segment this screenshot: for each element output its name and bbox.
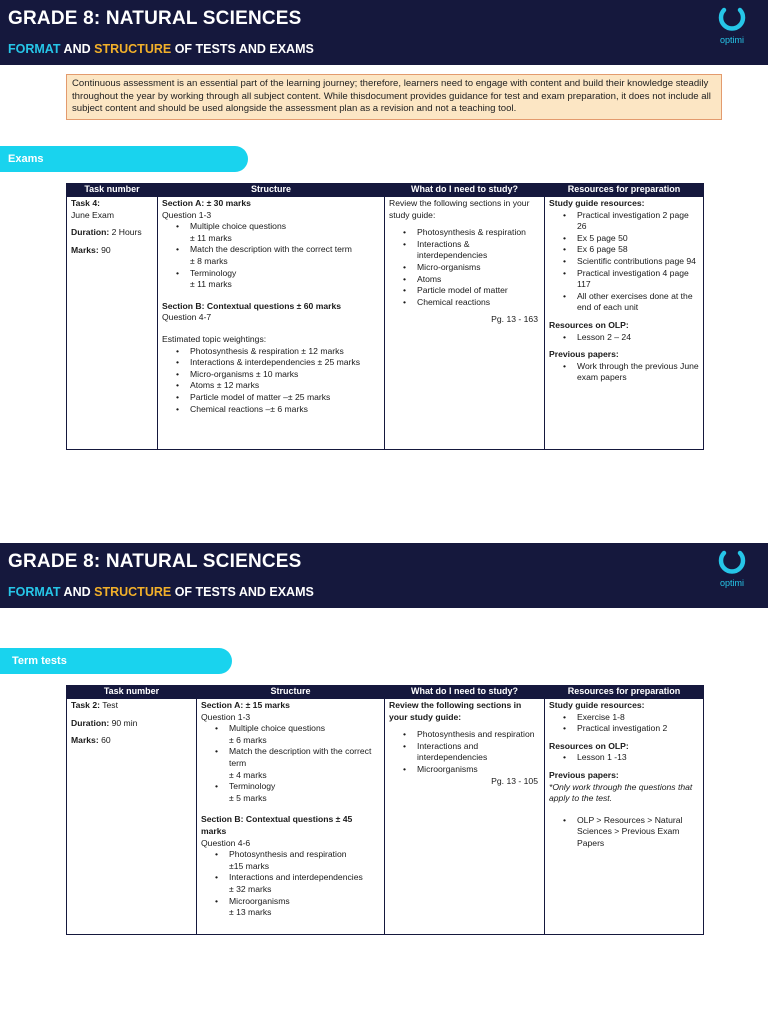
page-title: GRADE 8: NATURAL SCIENCES bbox=[8, 8, 302, 29]
study-cell: Review the following sections in your study guide: • Photosynthesis & respiration • Interactions & interdependencies • Micro-organisms • Atoms • Particle model of matter • Chemical reactions Pg. 13 - 163 bbox=[385, 197, 545, 450]
list-item: • Terminology bbox=[190, 268, 380, 280]
col-header: Structure bbox=[158, 184, 385, 197]
col-header: Task number bbox=[67, 184, 158, 197]
list-item: • Interactions and interdependencies bbox=[417, 741, 540, 764]
list-item: • Chemical reactions bbox=[417, 297, 540, 309]
list-item: • Microorganisms bbox=[229, 896, 380, 908]
list-item: • Lesson 1 -13 bbox=[577, 752, 699, 764]
page-title: GRADE 8: NATURAL SCIENCES bbox=[8, 551, 302, 572]
page-reference: Pg. 13 - 163 bbox=[491, 314, 538, 325]
list-item: • Interactions & interdependencies bbox=[417, 239, 540, 262]
list-item: • Atoms ± 12 marks bbox=[190, 380, 380, 392]
list-item: • Micro-organisms bbox=[417, 262, 540, 274]
list-item: • Scientific contributions page 94 bbox=[577, 256, 699, 268]
term-tests-table bbox=[66, 685, 704, 935]
optimi-logo: optimi bbox=[712, 6, 752, 46]
list-item: • Microorganisms bbox=[417, 764, 540, 776]
list-item: • Terminology bbox=[229, 781, 380, 793]
list-item: • Chemical reactions –± 6 marks bbox=[190, 404, 380, 416]
list-item: • Photosynthesis & respiration ± 12 marks bbox=[190, 346, 380, 358]
list-item: • Photosynthesis and respiration bbox=[229, 849, 380, 861]
task-cell: Task 4: June Exam Duration: 2 Hours Marks: 90 bbox=[67, 197, 158, 450]
assessment-notice: Continuous assessment is an essential part of the learning journey; therefore, learners need to engage with content and build their knowledge steadily throughout the year by working through all subject content. While thisdocument provides guidance for test and exam preparation, it does not include all subject content and should be used alongside the assessment plan as a revision and not a teaching tool. bbox=[66, 74, 722, 120]
optimi-logo-icon bbox=[717, 549, 747, 577]
list-item: • Exercise 1-8 bbox=[577, 712, 699, 724]
header-banner-2 bbox=[0, 543, 768, 608]
list-item: • OLP > Resources > Natural Sciences > Previous Exam Papers bbox=[577, 815, 699, 850]
list-item: • Work through the previous June exam papers bbox=[577, 361, 699, 384]
col-header: What do I need to study? bbox=[385, 686, 545, 699]
list-item: • Particle model of matter bbox=[417, 285, 540, 297]
page-subtitle: FORMAT AND STRUCTURE OF TESTS AND EXAMS bbox=[8, 42, 314, 56]
list-item: • Interactions & interdependencies ± 25 marks bbox=[190, 357, 380, 369]
section-pill-term-tests: Term tests bbox=[0, 648, 232, 674]
list-item: • Practical investigation 2 page 26 bbox=[577, 210, 699, 233]
structure-cell: Section A: ± 30 marks Question 1-3 • Multiple choice questions ± 11 marks • Match the description with the correct term ± 8 marks • Terminology ± 11 marks Section B: Contextual questions ± 60 marks Question 4-7 Estimated topic weightings: • Photosynthesis & respiration ± 12 marks • Interactions & interdependencies ± 25 marks • Micro-organisms ± 10 marks • Atoms ± 12 marks • Particle model of matter –± 25 marks • Chemical reactions –± 6 marks bbox=[158, 197, 385, 450]
list-item: • Practical investigation 4 page 117 bbox=[577, 268, 699, 291]
header-banner-1 bbox=[0, 0, 768, 65]
list-item: • Multiple choice questions bbox=[229, 723, 380, 735]
col-header: Resources for preparation bbox=[545, 184, 704, 197]
optimi-logo: optimi bbox=[712, 549, 752, 589]
list-item: • Atoms bbox=[417, 274, 540, 286]
col-header: Resources for preparation bbox=[545, 686, 704, 699]
list-item: • Lesson 2 – 24 bbox=[577, 332, 699, 344]
optimi-logo-icon bbox=[717, 6, 747, 34]
list-item: • Micro-organisms ± 10 marks bbox=[190, 369, 380, 381]
col-header: What do I need to study? bbox=[385, 184, 545, 197]
page-reference: Pg. 13 - 105 bbox=[491, 775, 538, 786]
study-cell: Review the following sections in your study guide: • Photosynthesis and respiration • Interactions and interdependencies • Microorganisms Pg. 13 - 105 bbox=[385, 699, 545, 935]
list-item: • Photosynthesis and respiration bbox=[417, 729, 540, 741]
task-cell: Task 2: Test Duration: 90 min Marks: 60 bbox=[67, 699, 197, 935]
col-header: Task number bbox=[67, 686, 197, 699]
list-item: • Interactions and interdependencies bbox=[229, 872, 380, 884]
resources-cell: Study guide resources: • Practical investigation 2 page 26 • Ex 5 page 50 • Ex 6 page 58 • Scientific contributions page 94 • Practical investigation 4 page 117 • All other exercises done at the end of each unit Resources on OLP: • Lesson 2 – 24 Previous papers: • Work through the previous June exam papers bbox=[545, 197, 704, 450]
list-item: • Match the description with the correct term bbox=[229, 746, 380, 769]
list-item: • Ex 6 page 58 bbox=[577, 244, 699, 256]
list-item: • Practical investigation 2 bbox=[577, 723, 699, 735]
page-subtitle: FORMAT AND STRUCTURE OF TESTS AND EXAMS bbox=[8, 585, 314, 599]
col-header: Structure bbox=[197, 686, 385, 699]
section-pill-exams: Exams bbox=[0, 146, 248, 172]
previous-papers-note: *Only work through the questions that apply to the test. bbox=[549, 781, 693, 804]
table-row bbox=[67, 197, 704, 450]
list-item: • Multiple choice questions bbox=[190, 221, 380, 233]
exams-table bbox=[66, 183, 704, 450]
list-item: • Photosynthesis & respiration bbox=[417, 227, 540, 239]
list-item: • Match the description with the correct term bbox=[190, 244, 380, 256]
structure-cell: Section A: ± 15 marks Question 1-3 • Multiple choice questions ± 6 marks • Match the description with the correct term ± 4 marks • Terminology ± 5 marks Section B: Contextual questions ± 45 marks Question 4-6 • Photosynthesis and respiration ±15 marks • Interactions and interdependencies ± 32 marks • Microorganisms ± 13 marks bbox=[197, 699, 385, 935]
table-header-row bbox=[67, 686, 704, 699]
resources-cell: Study guide resources: • Exercise 1-8 • Practical investigation 2 Resources on OLP: • Lesson 1 -13 Previous papers: *Only work through the questions that apply to the test. • OLP > Resources > Natural Sciences > Previous Exam Papers bbox=[545, 699, 704, 935]
list-item: • Particle model of matter –± 25 marks bbox=[190, 392, 380, 404]
list-item: • Ex 5 page 50 bbox=[577, 233, 699, 245]
list-item: • All other exercises done at the end of each unit bbox=[577, 291, 699, 314]
table-header-row bbox=[67, 184, 704, 197]
table-row bbox=[67, 699, 704, 935]
